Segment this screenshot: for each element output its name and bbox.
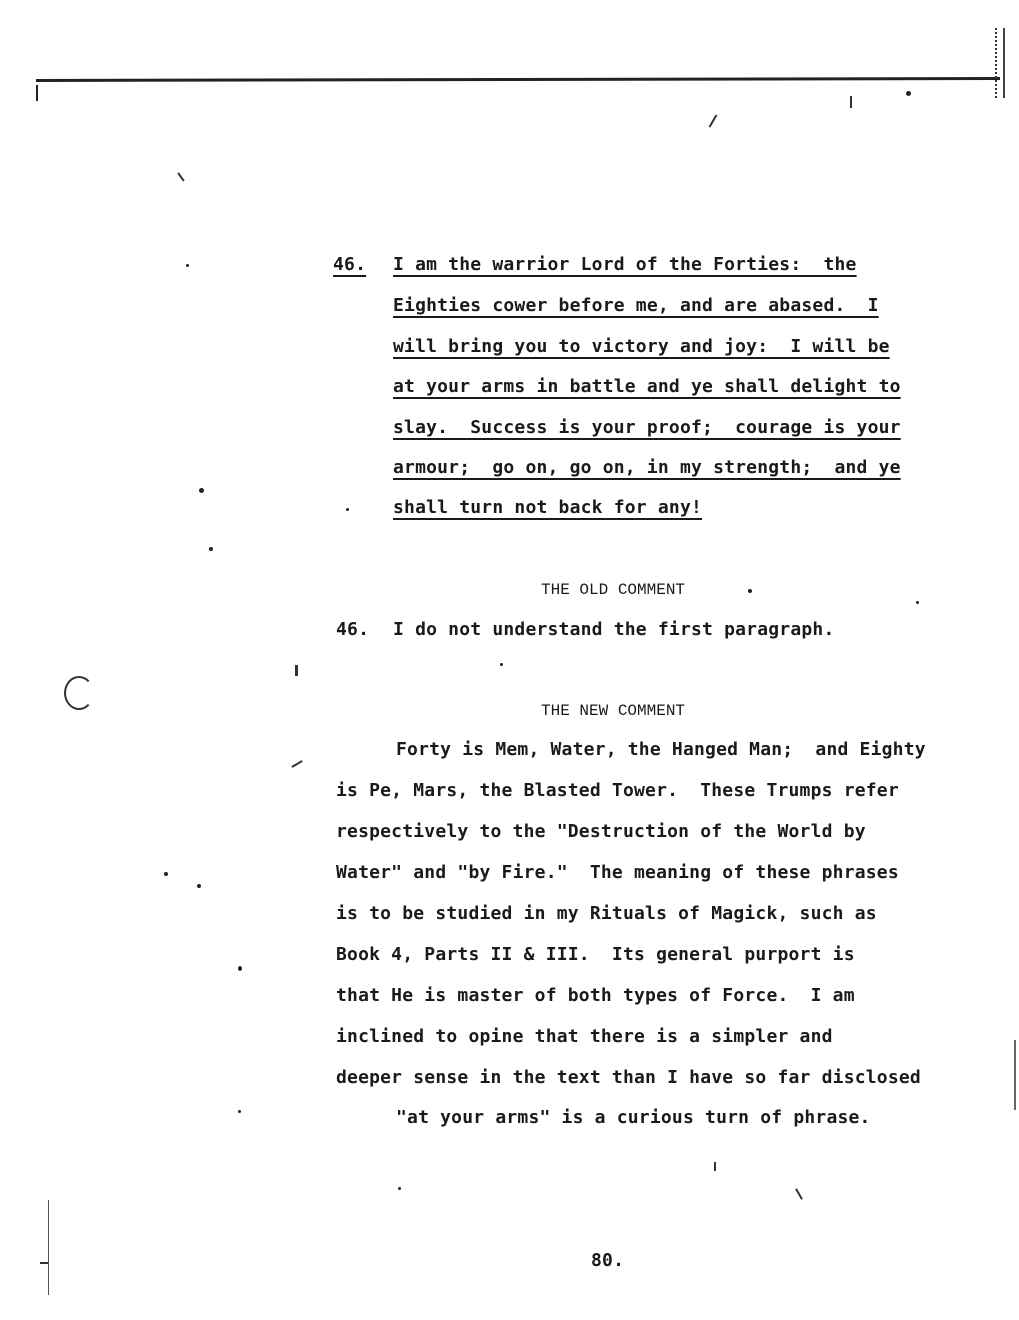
page-number: 80. [591, 1250, 625, 1271]
right-margin-mark [1014, 1040, 1016, 1110]
verse-line-7: shall turn not back for any! [393, 497, 703, 518]
new-comment-line-9: deeper sense in the text than I have so far disclosed [336, 1067, 921, 1088]
left-edge-mark [48, 1200, 49, 1295]
scan-stroke [295, 665, 298, 676]
old-comment-text: I do not understand the first paragraph. [393, 619, 835, 640]
scan-stroke [850, 96, 852, 108]
scan-speck [748, 589, 752, 593]
verse-line-5: slay. Success is your proof; courage is your [393, 417, 901, 438]
old-comment-heading: THE OLD COMMENT [541, 581, 686, 599]
scan-stroke [714, 1162, 716, 1171]
verse-line-2: Eighties cower before me, and are abased. I [393, 295, 879, 316]
scan-speck [209, 547, 213, 551]
crescent-mark [64, 676, 94, 710]
new-comment-line-2: is Pe, Mars, the Blasted Tower. These Trumps refer [336, 780, 899, 801]
new-comment-line-3: respectively to the "Destruction of the World by [336, 821, 866, 842]
scan-speck [186, 264, 189, 267]
new-comment-line-10: "at your arms" is a curious turn of phrase. [396, 1107, 871, 1128]
scan-speck [197, 884, 201, 888]
scan-speck [238, 1110, 241, 1113]
new-comment-line-1: Forty is Mem, Water, the Hanged Man; and Eighty [396, 739, 926, 760]
right-edge-marks [995, 28, 1005, 98]
verse-number: 46. [333, 254, 367, 275]
new-comment-line-7: that He is master of both types of Force. I am [336, 985, 855, 1006]
scan-speck [346, 508, 349, 511]
scan-speck [906, 91, 911, 96]
scan-stroke [177, 172, 184, 181]
verse-line-6: armour; go on, go on, in my strength; and ye [393, 457, 901, 478]
new-comment-line-4: Water" and "by Fire." The meaning of these phrases [336, 862, 899, 883]
top-rule [36, 77, 1000, 82]
old-comment-number: 46. [336, 619, 370, 640]
scan-speck [916, 601, 919, 604]
scan-speck [238, 966, 242, 971]
scan-stroke [795, 1188, 803, 1199]
scan-speck [199, 488, 204, 493]
rule-tick [36, 85, 38, 101]
verse-line-3: will bring you to victory and joy: I will be [393, 336, 890, 357]
scan-stroke [291, 760, 302, 768]
new-comment-line-6: Book 4, Parts II & III. Its general purport is [336, 944, 855, 965]
scan-speck [500, 663, 503, 666]
new-comment-heading: THE NEW COMMENT [541, 702, 686, 720]
scan-stroke [40, 1262, 48, 1264]
verse-line-4: at your arms in battle and ye shall delight to [393, 376, 901, 397]
new-comment-line-5: is to be studied in my Rituals of Magick, such as [336, 903, 877, 924]
scan-speck [164, 872, 168, 876]
verse-line-1: I am the warrior Lord of the Forties: the [393, 254, 857, 275]
scan-stroke [709, 114, 718, 127]
new-comment-line-8: inclined to opine that there is a simpler and [336, 1026, 833, 1047]
scan-speck [398, 1187, 401, 1190]
